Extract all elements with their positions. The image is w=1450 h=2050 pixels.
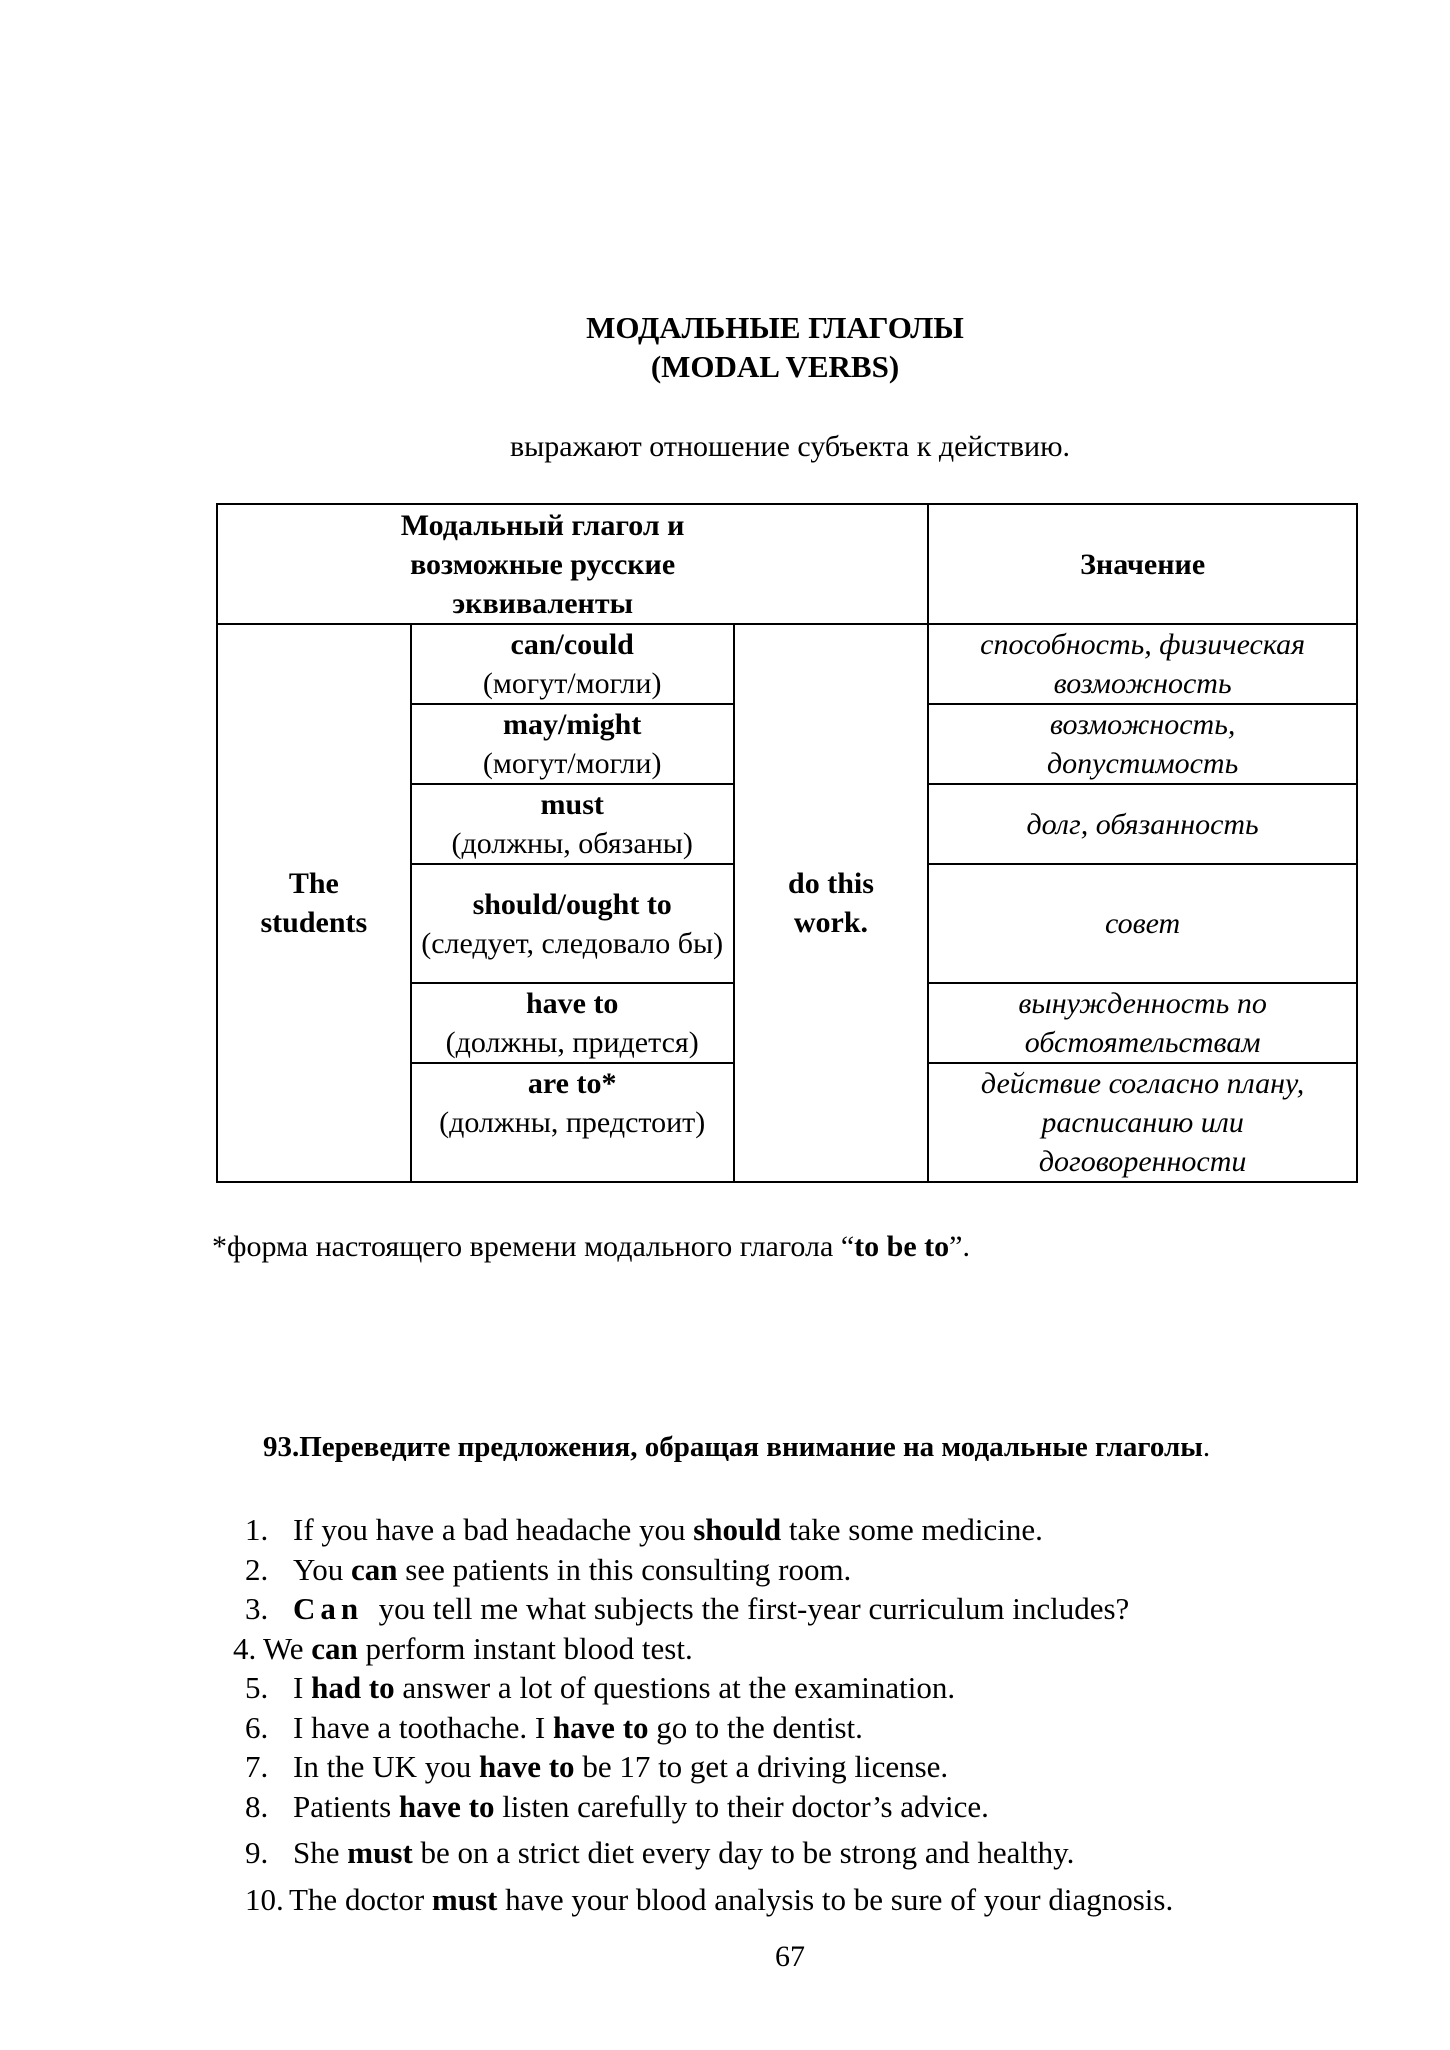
header-verbs: Модальный глагол и возможные русские эквиваленты — [217, 504, 928, 624]
subtitle: выражают отношение субъекта к действию. — [509, 430, 1071, 463]
list-item: 2. You can see patients in this consulting room. — [245, 1551, 852, 1587]
meaning-cell: способность, физическая возможность — [928, 624, 1357, 704]
meaning-cell: долг, обязанность — [928, 784, 1357, 864]
meaning-cell: действие согласно плану, расписанию или договоренности — [928, 1063, 1357, 1182]
table-header-row — [217, 504, 1357, 624]
title-line-2: (MODAL VERBS) — [650, 349, 900, 384]
page-title — [0, 308, 1450, 386]
header-meaning: Значение — [928, 504, 1357, 624]
meaning-cell: возможность, допустимость — [928, 704, 1357, 784]
verb-cell: can/could (могут/могли) — [411, 624, 734, 704]
list-item: 3. Can you tell me what subjects the first-year curriculum includes? — [245, 1591, 1130, 1626]
exercise-heading: 93.Переведите предложения, обращая внимание на модальные глаголы. — [263, 1431, 1211, 1463]
list-item: 8. Patients have to listen carefully to their doctor’s advice. — [245, 1788, 989, 1824]
object-cell: do this work. — [734, 624, 929, 1182]
list-item: 10. The doctor must have your blood analysis to be sure of your diagnosis. — [245, 1881, 1174, 1917]
verb-cell: have to (должны, придется) — [411, 983, 734, 1063]
verb-cell: are to* (должны, предстоит) — [411, 1063, 734, 1182]
meaning-cell: вынужденность по обстоятельствам — [928, 983, 1357, 1063]
verb-cell: must (должны, обязаны) — [411, 784, 734, 864]
footnote: *форма настоящего времени модального глагола “to be to”. — [212, 1230, 970, 1263]
table-row — [217, 624, 1357, 704]
subject-cell: The students — [217, 624, 411, 1182]
modal-verbs-table — [216, 503, 1358, 1183]
verb-cell: may/might (могут/могли) — [411, 704, 734, 784]
page-number: 67 — [775, 1940, 805, 1973]
list-item: 1. If you have a bad headache you should take some medicine. — [245, 1512, 1043, 1547]
verb-cell: should/ought to (следует, следовало бы) — [411, 864, 734, 983]
list-item: 6. I have a toothache. I have to go to the dentist. — [245, 1709, 863, 1745]
list-item: 5. I had to answer a lot of questions at the examination. — [245, 1670, 956, 1705]
list-item: 7. In the UK you have to be 17 to get a driving license. — [245, 1749, 949, 1784]
list-item: 4. We can perform instant blood test. — [233, 1630, 693, 1666]
meaning-cell: совет — [928, 864, 1357, 983]
list-item: 9. She must be on a strict diet every day to be strong and healthy. — [245, 1835, 1075, 1870]
sentence-list — [233, 1510, 1174, 1919]
title-line-1: МОДАЛЬНЫЕ ГЛАГОЛЫ — [586, 310, 964, 345]
